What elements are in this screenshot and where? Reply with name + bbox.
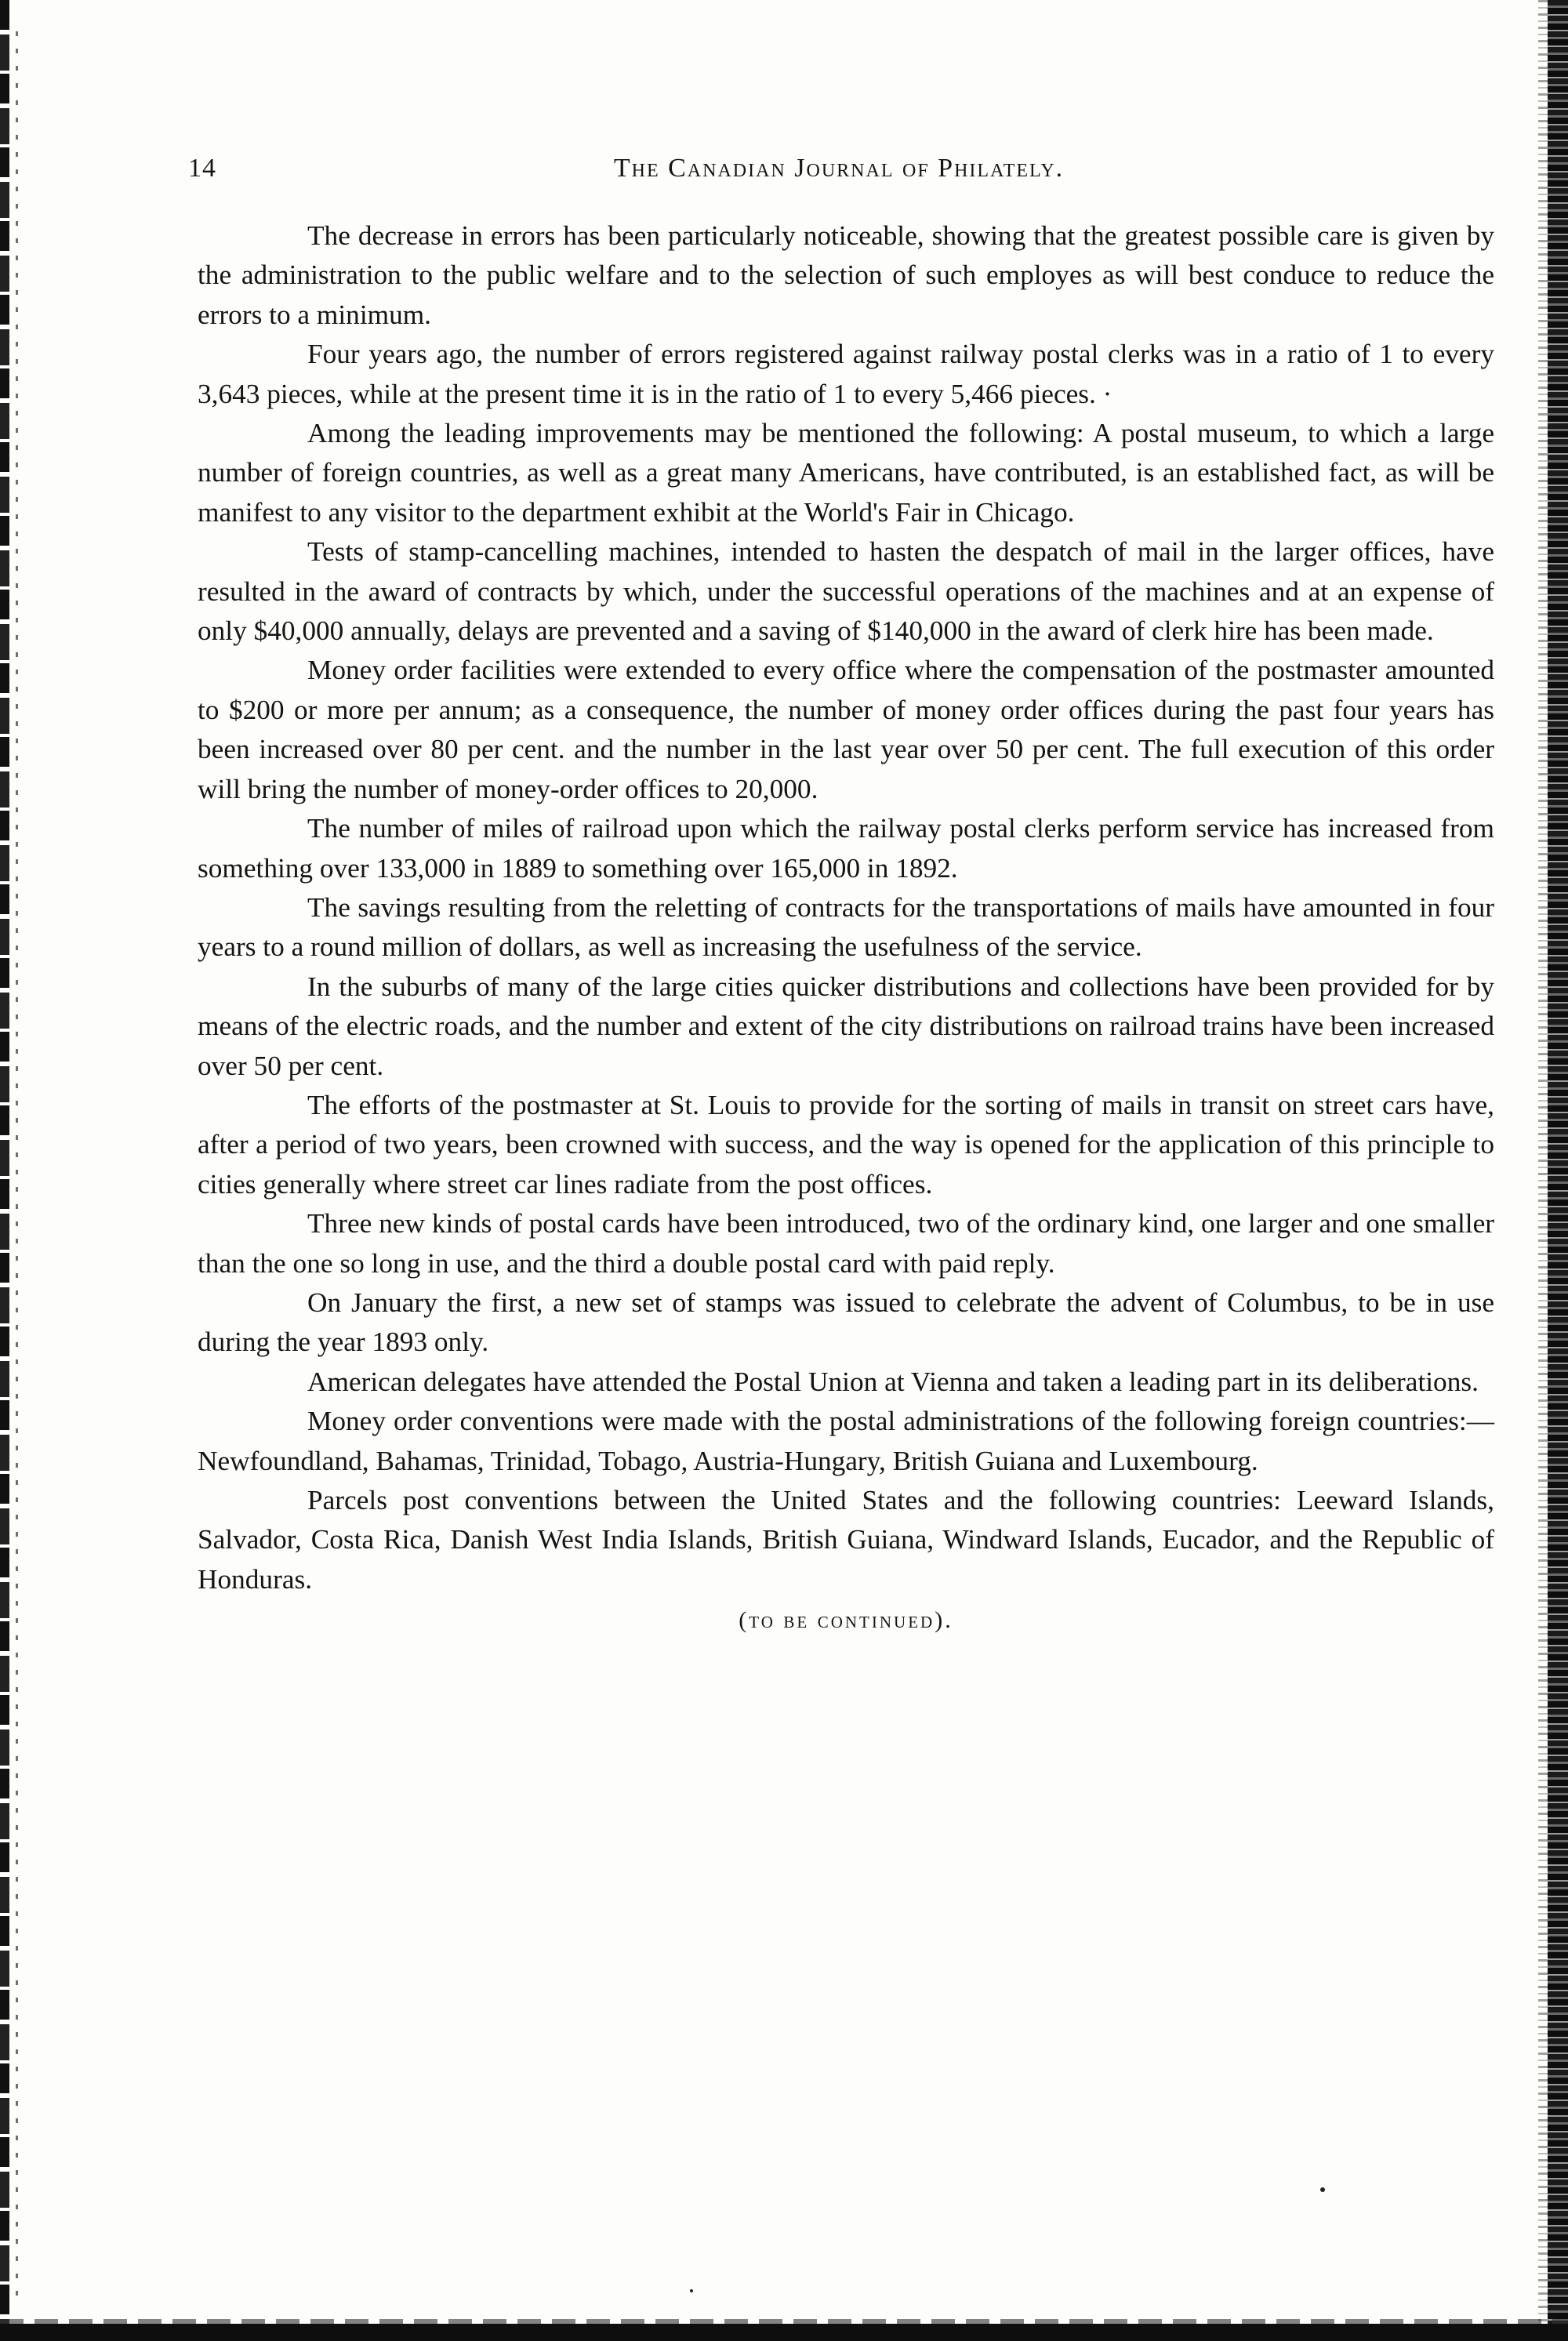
left-scan-edge <box>0 0 9 2341</box>
paragraph: American delegates have attended the Postal Union at Vienna and taken a leading part in its deliberations. <box>307 1366 1479 1397</box>
ink-speck <box>1320 2187 1325 2192</box>
paragraph: Three new kinds of postal cards have been introduced, two of the ordinary kind, one larger and one smaller than the one so long in use, and the third a double postal card with paid reply. <box>198 1208 1494 1279</box>
paragraph: The savings resulting from the reletting of contracts for the transportations of mails have amounted in four years to a round million of dollars, as well as increasing the usefulness of the service. <box>198 891 1494 963</box>
right-scan-edge <box>1548 0 1568 2341</box>
paragraph: Tests of stamp-cancelling machines, intended to hasten the despatch of mail in the larger offices, have resulted in the award of contracts by which, under the successful operations of the machines and at an expense of only $40,000 annually, delays are prevented and a saving of $140,000 in the award of clerk hire has been made. <box>198 536 1494 647</box>
paragraph: Four years ago, the number of errors registered against railway postal clerks was in a ratio of 1 to every 3,643 pieces, while at the present time it is in the ratio of 1 to every 5,466 pieces. · <box>198 339 1494 409</box>
paragraph: Money order conventions were made with the postal administrations of the following foreign countries:—Newfoundland, Bahamas, Trinidad, Tobago, Austria-Hungary, British Guiana and Luxembourg. <box>198 1406 1494 1476</box>
paragraph: The decrease in errors has been particularly noticeable, showing that the greatest possible care is given by the administration to the public welfare and to the selection of such employes as will best conduce to reduce the errors to a minimum. <box>198 220 1494 330</box>
paragraph: The efforts of the postmaster at St. Louis to provide for the sorting of mails in transit on street cars have, after a period of two years, been crowned with success, and the way is opened for the application of this principle to cities generally where street car lines radiate from the post offices. <box>198 1089 1494 1200</box>
article-body <box>198 216 1494 1640</box>
paragraph: The number of miles of railroad upon which the railway postal clerks perform service has increased from something over 133,000 in 1889 to something over 165,000 in 1892. <box>198 813 1494 884</box>
running-head <box>188 154 1490 193</box>
paragraph: Parcels post conventions between the United States and the following countries: Leeward Islands, Salvador, Costa Rica, Danish West India Islands, British Guiana, Windward Islands, Eucador, and the Republic of Honduras. <box>198 1485 1494 1595</box>
to-be-continued-note: (to be continued). <box>739 1607 953 1634</box>
journal-title: The Canadian Journal of Philately. <box>613 154 1065 183</box>
right-scan-artifact <box>1538 0 1548 2341</box>
ink-speck <box>690 2289 693 2292</box>
bottom-scan-edge <box>0 2324 1568 2341</box>
paragraph: On January the first, a new set of stamps was issued to celebrate the advent of Columbus, to be in use during the year 1893 only. <box>198 1287 1494 1358</box>
paragraph: In the suburbs of many of the large cities quicker distributions and collections have been provided for by means of the electric roads, and the number and extent of the city distributions on railroad trains have been increased over 50 per cent. <box>198 971 1494 1081</box>
paragraph: Money order facilities were extended to every office where the compensation of the postmaster amounted to $200 or more per annum; as a consequence, the number of money order offices during the past four years has been increased over 80 per cent. and the number in the last year over 50 per cent. The full execution of this order will bring the number of money-order offices to 20,000. <box>198 655 1494 804</box>
paragraph: Among the leading improvements may be mentioned the following: A postal museum, to which a large number of foreign countries, as well as a great many Americans, have contributed, is an established fact, as will be manifest to any visitor to the department exhibit at the World's Fair in Chicago. <box>198 418 1494 528</box>
page-number: 14 <box>188 154 216 183</box>
left-scan-artifact <box>16 31 18 2305</box>
